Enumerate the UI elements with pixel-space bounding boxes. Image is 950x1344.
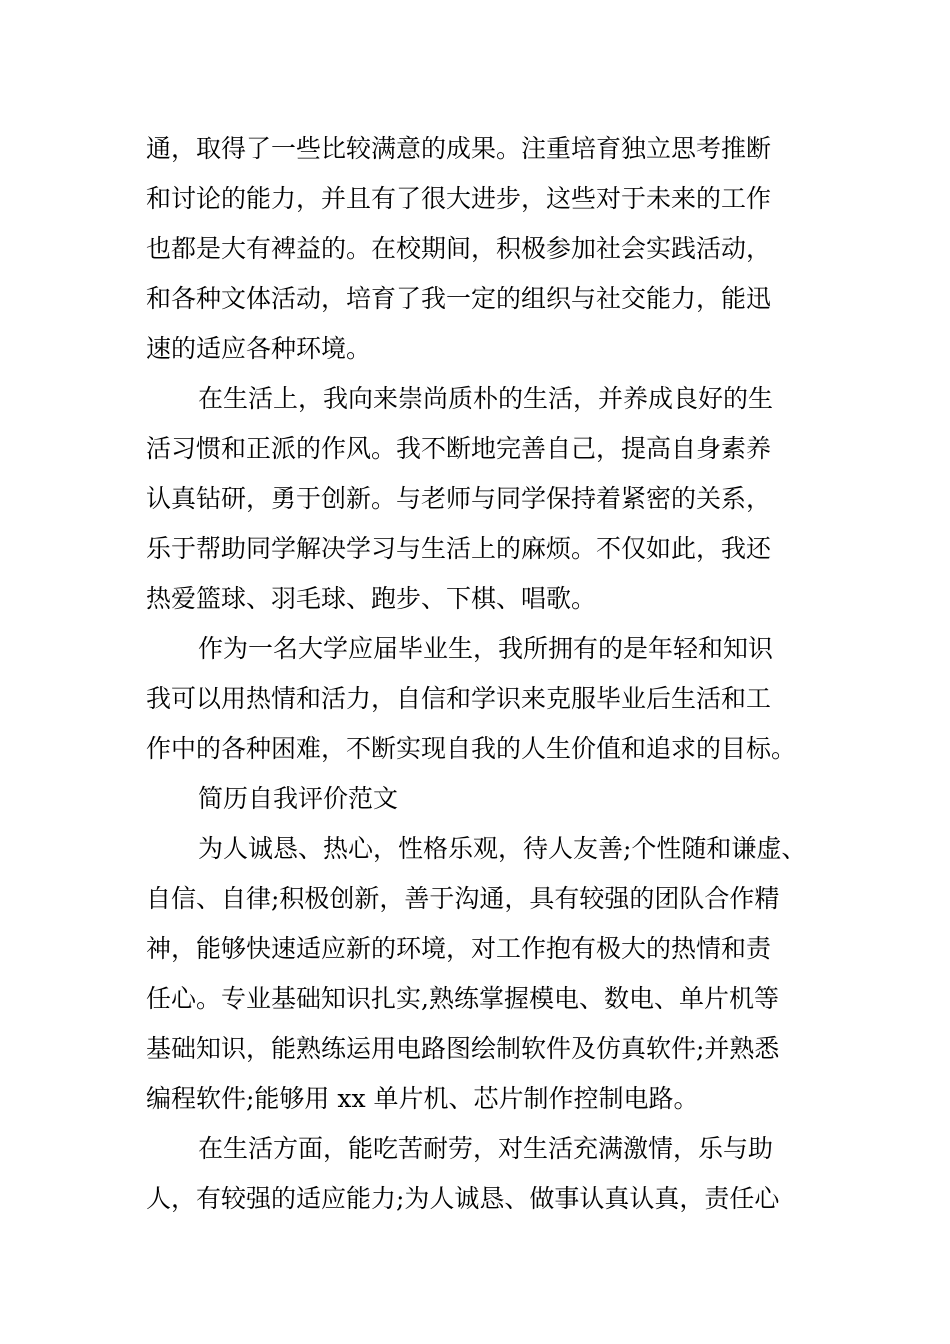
text-line: 作为一名大学应届毕业生，我所拥有的是年轻和知识 [198,634,774,663]
text-line: 热爱篮球、羽毛球、跑步、下棋、唱歌。 [146,584,597,613]
text-line: 也都是大有裨益的。在校期间，积极参加社会实践活动， [146,234,772,263]
text-line: 速的适应各种环境。 [146,334,372,363]
text-line: 我可以用热情和活力，自信和学识来克服毕业后生活和工 [146,684,772,713]
body-text [146,124,826,1224]
text-line: 任心。专业基础知识扎实,熟练掌握模电、数电、单片机等 [146,984,779,1013]
text-line: 人，有较强的适应能力;为人诚恳、做事认真认真，责任心 [146,1184,780,1213]
text-line: 活习惯和正派的作风。我不断地完善自己，提高自身素养 [146,434,772,463]
text-line: 为人诚恳、热心，性格乐观，待人友善;个性随和谦虚、 [198,834,807,863]
text-line: 在生活方面，能吃苦耐劳，对生活充满激情，乐与助 [198,1134,774,1163]
text-line: 通，取得了一些比较满意的成果。注重培育独立思考推断 [146,134,772,163]
text-line: 在生活上，我向来崇尚质朴的生活，并养成良好的生 [198,384,774,413]
text-line: 神，能够快速适应新的环境，对工作抱有极大的热情和责 [146,934,772,963]
text-line: 乐于帮助同学解决学习与生活上的麻烦。不仅如此，我还 [146,534,772,563]
text-line: 认真钻研，勇于创新。与老师与同学保持着紧密的关系， [146,484,772,513]
text-line: 简历自我评价范文 [198,784,399,813]
text-line: 和各种文体活动，培育了我一定的组织与社交能力，能迅 [146,284,772,313]
text-line: 基础知识，能熟练运用电路图绘制软件及仿真软件;并熟悉 [146,1034,780,1063]
text-line: 编程软件;能够用 xx 单片机、芯片制作控制电路。 [146,1084,699,1113]
text-line: 作中的各种困难，不断实现自我的人生价值和追求的目标。 [146,734,797,763]
text-line: 自信、自律;积极创新，善于沟通，具有较强的团队合作精 [146,884,780,913]
text-line: 和讨论的能力，并且有了很大进步，这些对于未来的工作 [146,184,772,213]
